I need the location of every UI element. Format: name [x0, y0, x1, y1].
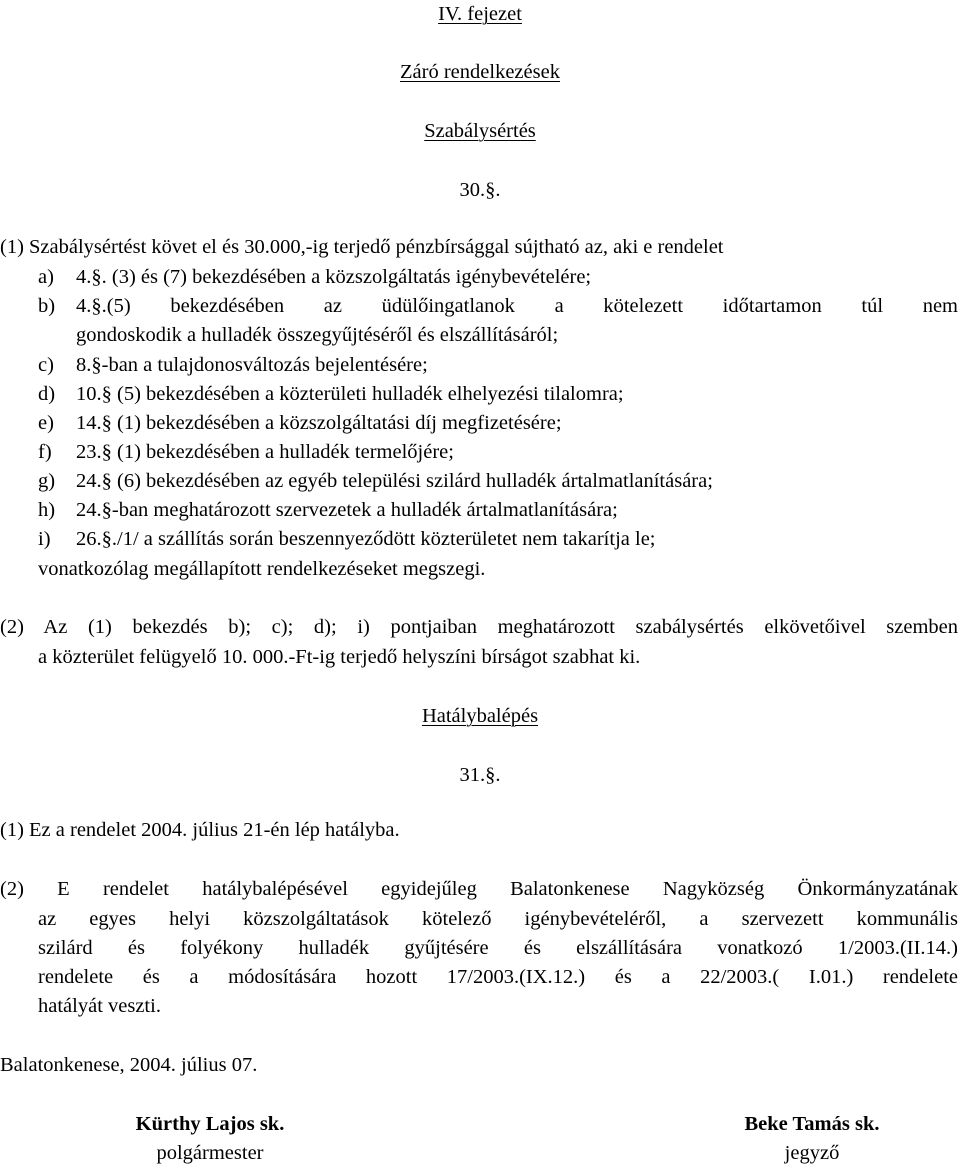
place-date: Balatonkenese, 2004. július 07.: [0, 1054, 258, 1076]
offense-item-b-continuation: gondoskodik a hulladék összegyűjtéséről és elszállításáról;: [76, 324, 559, 346]
offense-para1-intro-text: (1) Szabálysértést követ el és 30.000,-ig terjedő pénzbírsággal sújtható az, aki e rendelet: [0, 236, 724, 258]
offense-para2-line2: a közterület felügyelő 10. 000.-Ft-ig terjedő helyszíni bírságot szabhat ki.: [38, 646, 641, 668]
entry-para2-line5: hatályát veszti.: [38, 995, 161, 1017]
item-text: 14.§ (1) bekezdésében a közszolgáltatási díj megfizetésére;: [76, 412, 562, 434]
item-label: b): [38, 295, 56, 317]
item-label: d): [38, 383, 56, 405]
item-label: a): [38, 266, 54, 288]
offense-items-closing: vonatkozólag megállapított rendelkezéseket megszegi.: [38, 558, 486, 580]
item-text: 8.§-ban a tulajdonosváltozás bejelentésére;: [76, 354, 428, 376]
item-label: h): [38, 499, 56, 521]
offense-item-b: [38, 292, 958, 321]
paragraph-number-31: 31.§.: [459, 764, 501, 786]
item-text: 24.§-ban meghatározott szervezetek a hulladék ártalmatlanítására;: [76, 499, 618, 521]
signature-role-notary: jegyző: [784, 1142, 840, 1164]
chapter-subtitle: Záró rendelkezések: [400, 61, 560, 83]
signature-role-mayor: polgármester: [156, 1142, 264, 1164]
item-label: g): [38, 470, 56, 492]
entry-para2-line4: rendelete és a módosítására hozott 17/2003.(IX.12.) és a 22/2003.( I.01.) rendelete: [38, 966, 958, 988]
offense-item-a: [38, 263, 591, 292]
entry-para2-line2: az egyes helyi közszolgáltatások kötelező igénybevételéről, a szervezett kommunális: [38, 908, 958, 930]
item-label: e): [38, 412, 54, 434]
entry-para2-line3: szilárd és folyékony hulladék gyűjtésére és elszállítására vonatkozó 1/2003.(II.14.): [38, 937, 958, 959]
offense-item-g: [38, 467, 713, 496]
item-text: 24.§ (6) bekezdésében az egyéb települési szilárd hulladék ártalmatlanítására;: [76, 470, 713, 492]
entry-para2-line1: (2) E rendelet hatálybalépésével egyidejűleg Balatonkenese Nagyközség Önkormányzatának: [0, 878, 958, 900]
item-text: 4.§.(5) bekezdésében az üdülőingatlanok a kötelezett időtartamon túl nem: [76, 295, 958, 317]
item-text: 4.§. (3) és (7) bekezdésében a közszolgáltatás igénybevételére;: [76, 266, 592, 288]
item-label: i): [38, 528, 51, 550]
item-text: 26.§./1/ a szállítás során beszennyeződött közterületet nem takarítja le;: [76, 528, 656, 550]
offense-item-h: [38, 496, 618, 525]
offense-item-i: [38, 525, 656, 554]
item-label: c): [38, 354, 54, 376]
entry-para1: (1) Ez a rendelet 2004. július 21-én lép hatályba.: [0, 819, 400, 841]
section-heading-offense: Szabálysértés: [424, 120, 536, 142]
section-heading-entry: Hatálybalépés: [421, 705, 539, 727]
signature-name-mayor: Kürthy Lajos sk.: [135, 1113, 285, 1135]
item-text: 23.§ (1) bekezdésében a hulladék termelőjére;: [76, 441, 454, 463]
offense-para1-intro: [0, 233, 960, 262]
paragraph-number-30: 30.§.: [459, 179, 501, 201]
offense-item-d: [38, 380, 624, 409]
offense-para2-line1: (2) Az (1) bekezdés b); c); d); i) pontjaiban meghatározott szabálysértés elkövetőivel szemben: [0, 616, 958, 638]
chapter-title: IV. fejezet: [438, 3, 522, 25]
offense-item-f: [38, 438, 454, 467]
item-text: 10.§ (5) bekezdésében a közterületi hulladék elhelyezési tilalomra;: [76, 383, 624, 405]
offense-item-e: [38, 409, 562, 438]
item-label: f): [38, 441, 52, 463]
signature-name-notary: Beke Tamás sk.: [744, 1113, 880, 1135]
offense-item-c: [38, 351, 428, 380]
